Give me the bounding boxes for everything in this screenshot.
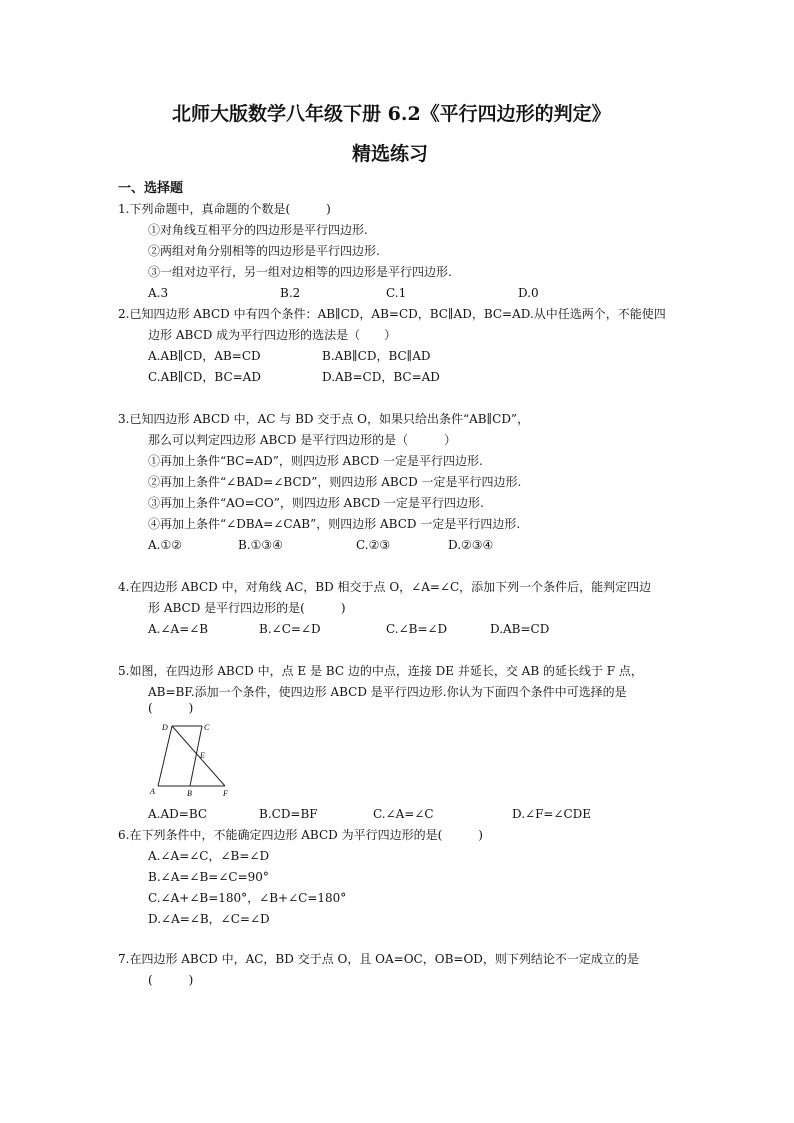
option: D.∠A=∠B，∠C=∠D — [148, 912, 270, 926]
option: A.AD=BC — [148, 807, 208, 821]
option: A.3 — [148, 286, 169, 300]
option: B.AB∥CD，BC∥AD — [322, 349, 431, 363]
option: A.∠A=∠C，∠B=∠D — [148, 849, 270, 863]
option: A.①② — [148, 538, 182, 552]
q4-stem: 形 ABCD 是平行四边形的是( ) — [148, 601, 346, 615]
q3-item: ③再加上条件“AO=CO”，则四边形 ABCD 一定是平行四边形. — [148, 496, 484, 510]
option: B.∠A=∠B=∠C=90° — [148, 870, 269, 884]
figure-label: A — [150, 787, 155, 796]
q1-item: ②两组对角分别相等的四边形是平行四边形. — [148, 244, 380, 258]
section-heading: 一、选择题 — [118, 181, 184, 196]
q2-stem: 2.已知四边形 ABCD 中有四个条件：AB∥CD，AB=CD，BC∥AD，BC=AD.从中任选两个，不能使四 — [118, 307, 666, 321]
option: C.∠A+∠B=180°，∠B+∠C=180° — [148, 891, 347, 905]
q6-stem: 6.在下列条件中，不能确定四边形 ABCD 为平行四边形的是( ) — [118, 828, 483, 842]
option: D.AB=CD — [490, 622, 550, 636]
q3-item: ②再加上条件“∠BAD=∠BCD”，则四边形 ABCD 一定是平行四边形. — [148, 475, 522, 489]
option: D.AB=CD，BC=AD — [322, 370, 440, 384]
option: B.∠C=∠D — [259, 622, 321, 636]
q1-stem: 1.下列命题中，真命题的个数是( ) — [118, 202, 331, 216]
figure-label: D — [162, 723, 168, 732]
option: C.1 — [386, 286, 407, 300]
option: B.①③④ — [238, 538, 283, 552]
q5-stem: AB=BF.添加一个条件，使四边形 ABCD 是平行四边形.你认为下面四个条件中可选择的是 — [148, 685, 627, 699]
q2-stem: 边形 ABCD 成为平行四边形的选法是（ ） — [148, 328, 397, 342]
q5-stem: 5.如图，在四边形 ABCD 中，点 E 是 BC 边的中点，连接 DE 并延长，交 AB 的延长线于 F 点， — [118, 664, 643, 678]
option: C.②③ — [356, 538, 391, 552]
q1-item: ①对角线互相平分的四边形是平行四边形. — [148, 223, 368, 237]
option: B.CD=BF — [259, 807, 318, 821]
option: B.2 — [280, 286, 301, 300]
q3-stem: 3.已知四边形 ABCD 中，AC 与 BD 交于点 O，如果只给出条件“AB∥CD”， — [118, 412, 530, 426]
option: A.AB∥CD，AB=CD — [148, 349, 261, 363]
q3-stem: 那么可以判定四边形 ABCD 是平行四边形的是（ ） — [148, 433, 457, 447]
option: D.②③④ — [448, 538, 494, 552]
figure-label: B — [187, 789, 192, 798]
q3-item: ①再加上条件“BC=AD”，则四边形 ABCD 一定是平行四边形. — [148, 454, 483, 468]
option: C.AB∥CD，BC=AD — [148, 370, 261, 384]
q5-figure — [145, 718, 235, 798]
figure-label: C — [204, 723, 210, 732]
q3-item: ④再加上条件“∠DBA=∠CAB”，则四边形 ABCD 一定是平行四边形. — [148, 517, 521, 531]
option: C.∠B=∠D — [386, 622, 448, 636]
figure-label: F — [223, 789, 228, 798]
q1-item: ③一组对边平行，另一组对边相等的四边形是平行四边形. — [148, 265, 452, 279]
q5-stem: ( ) — [148, 701, 194, 715]
option: D.0 — [518, 286, 539, 300]
doc-title: 北师大版数学八年级下册 6.2《平行四边形的判定》 — [172, 103, 611, 125]
figure-label: E — [200, 751, 205, 760]
option: A.∠A=∠B — [148, 622, 209, 636]
q4-stem: 4.在四边形 ABCD 中，对角线 AC，BD 相交于点 O，∠A=∠C，添加下列一个条件后，能判定四边 — [118, 580, 652, 594]
q7-stem: 7.在四边形 ABCD 中，AC，BD 交于点 O，且 OA=OC，OB=OD，则下列结论不一定成立的是 — [118, 952, 639, 966]
q7-stem: ( ) — [148, 973, 194, 987]
option: C.∠A=∠C — [373, 807, 434, 821]
doc-subtitle: 精选练习 — [352, 143, 429, 165]
option: D.∠F=∠CDE — [512, 807, 592, 821]
